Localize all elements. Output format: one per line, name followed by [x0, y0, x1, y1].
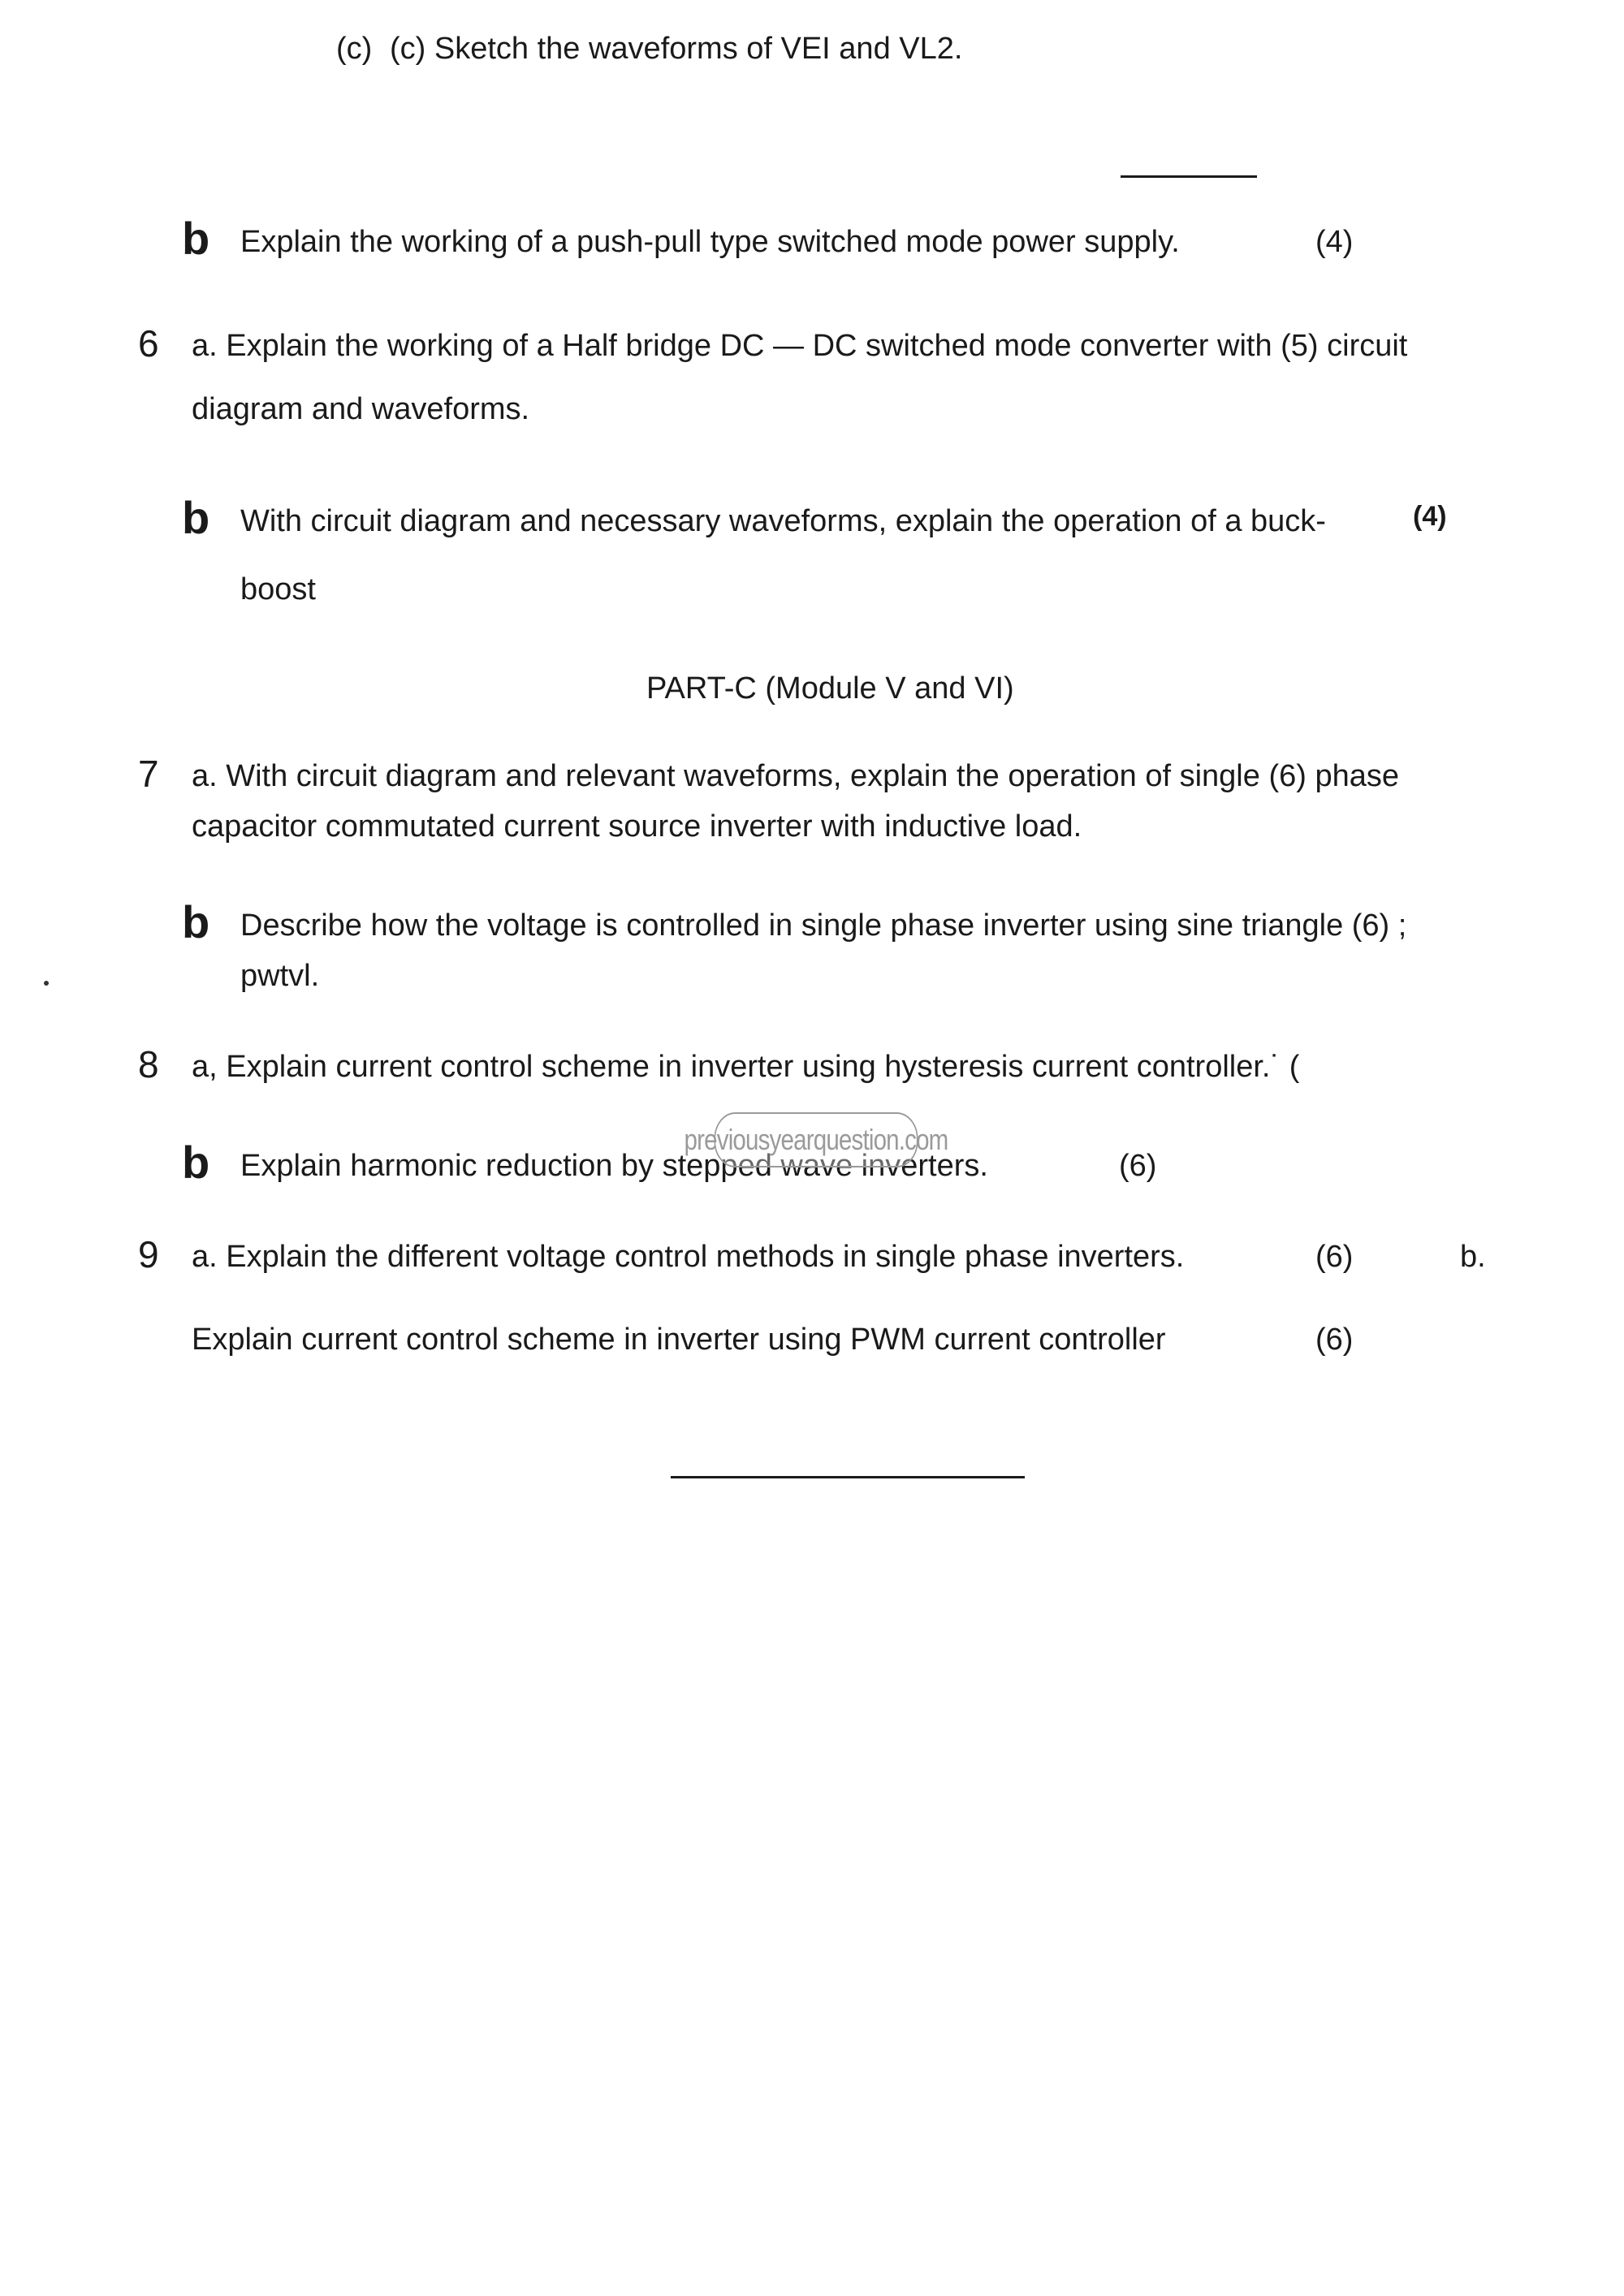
q6b-letter: b: [182, 492, 210, 543]
q9a-marks: (6): [1315, 1240, 1354, 1274]
q6a-line2: diagram and waveforms.: [192, 392, 530, 426]
q7a-line1: a. With circuit diagram and relevant waveforms, explain the operation of single (6) phase: [192, 759, 1399, 793]
q8b-marks: (6): [1119, 1149, 1157, 1183]
q9b-line: Explain current control scheme in inverter using PWM current controller: [192, 1323, 1166, 1357]
q7b-letter: b: [182, 896, 210, 947]
q9-number: 9: [138, 1233, 159, 1275]
q7b-line2: pwtvl.: [240, 959, 320, 993]
end-rule: [671, 1476, 1025, 1478]
q8-number: 8: [138, 1043, 159, 1085]
q9b-marks: (6): [1315, 1323, 1354, 1357]
q9a-line1: a. Explain the different voltage control methods in single phase inverters.: [192, 1240, 1185, 1274]
q6b-line1: With circuit diagram and necessary waveforms, explain the operation of a buck-: [240, 504, 1326, 538]
q5b-text: Explain the working of a push-pull type switched mode power supply.: [240, 225, 1180, 259]
short-divider: [1121, 175, 1257, 178]
top-question-text: (c) Sketch the waveforms of VEI and VL2.: [390, 32, 963, 66]
watermark-stamp: previousyearquestion.com: [715, 1112, 918, 1167]
q9b-label: b.: [1460, 1240, 1486, 1274]
part-c-heading: PART-C (Module V and VI): [646, 671, 1014, 706]
q8b-letter: b: [182, 1137, 210, 1188]
q7b-line1: Describe how the voltage is controlled in single phase inverter using sine triangle (6) ;: [240, 908, 1407, 943]
q5b-letter: b: [182, 213, 210, 264]
top-label: (c): [336, 32, 373, 66]
q6b-marks: (4): [1413, 501, 1447, 532]
q6a-line1: a. Explain the working of a Half bridge DC — DC switched mode converter with (5) circuit: [192, 329, 1408, 363]
q7a-line2: capacitor commutated current source inverter with inductive load.: [192, 809, 1082, 844]
q8a-line1: a, Explain current control scheme in inverter using hysteresis current controller.˙ (: [192, 1050, 1300, 1084]
q5b-marks: (4): [1315, 225, 1354, 259]
q6b-line2: boost: [240, 572, 316, 606]
stray-dot: [44, 981, 49, 986]
q8b-text: Explain harmonic reduction by stepped wave inverters.: [240, 1149, 988, 1183]
q6-number: 6: [138, 322, 159, 365]
q7-number: 7: [138, 753, 159, 795]
